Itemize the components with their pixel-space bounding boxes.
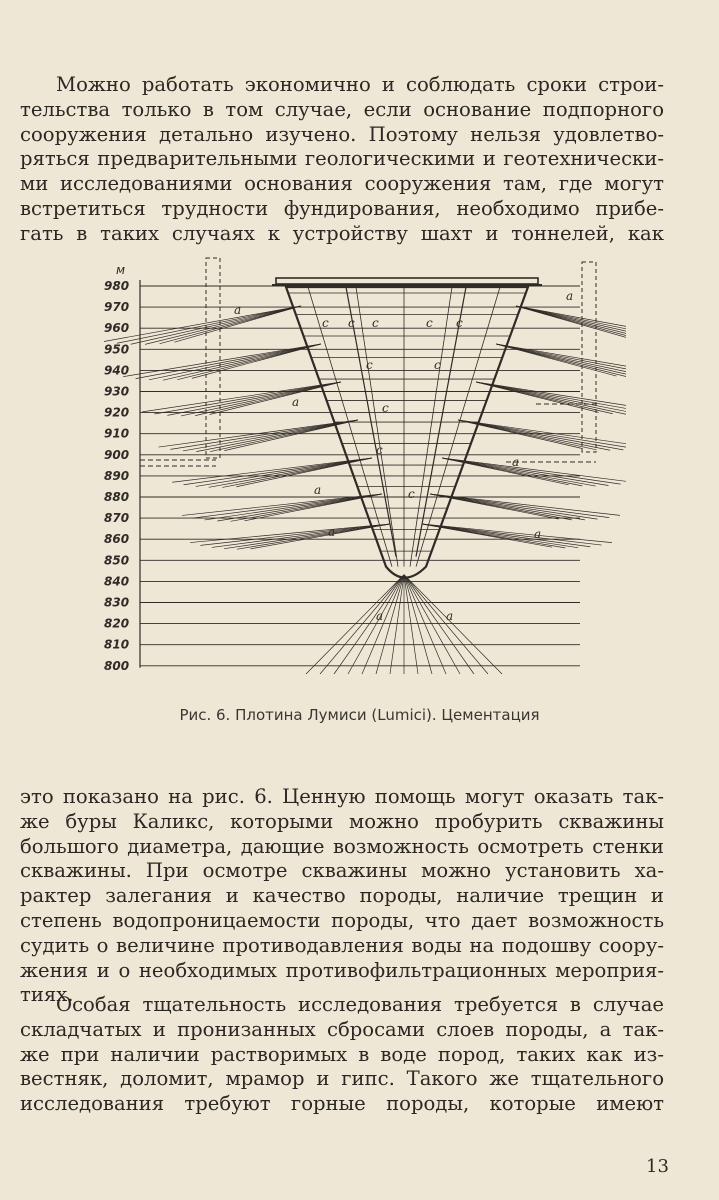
grout-hole-line <box>167 382 341 415</box>
grout-hole-line <box>476 382 626 414</box>
elevation-label: 960 <box>104 321 130 336</box>
grout-hole-line <box>196 458 372 486</box>
grout-label-a: a <box>376 609 384 623</box>
grout-hole-line <box>205 494 382 520</box>
grout-hole-line <box>516 306 626 340</box>
text-line: вестняк, доломит, мрамор и гипс. Такого же тщательного <box>20 1067 664 1091</box>
grout-label-a: a <box>234 303 242 317</box>
grout-label-a: a <box>512 455 520 469</box>
grout-hole-line <box>430 494 585 520</box>
grout-hole-line <box>170 420 358 449</box>
grout-hole-line <box>404 575 418 674</box>
grout-hole-line <box>516 306 626 342</box>
grout-hole-line <box>348 575 404 674</box>
grout-label-a: a <box>566 289 574 303</box>
text-line: встретиться трудности фундирования, необходимо прибе- <box>20 196 664 220</box>
text-line: это показано на рис. 6. Ценную помощь могут оказать так- <box>20 785 664 808</box>
grout-hole-line <box>430 494 597 519</box>
elevation-label: 930 <box>104 384 130 399</box>
elevation-label: 830 <box>104 595 130 610</box>
elevation-label: 920 <box>104 405 130 420</box>
grout-hole-line <box>404 575 502 674</box>
grout-label-a: a <box>314 483 322 497</box>
text-line: Особая тщательность исследования требуется в случае <box>56 993 664 1016</box>
elevation-label: 810 <box>104 637 130 652</box>
text-line: гать в таких случаях к устройству шахт и тоннелей, как <box>20 221 664 245</box>
grout-hole-line <box>404 575 460 674</box>
grout-hole-line <box>516 306 626 343</box>
grout-hole-line <box>212 524 390 547</box>
elevation-label: 880 <box>104 490 130 504</box>
dam-cross-section-drawing <box>96 254 626 699</box>
text-line: исследования требуют горные породы, которые имеют <box>20 1092 664 1116</box>
elevation-label: 860 <box>104 532 130 547</box>
grout-hole-line <box>376 575 404 674</box>
text-line: скважины. При осмотре скважины можно установить ха- <box>20 859 664 883</box>
text-line: тельства только в том случае, если основание подпорного <box>20 97 664 121</box>
grout-hole-line <box>160 306 301 344</box>
block-label-c: c <box>366 358 373 372</box>
grout-label-a: a <box>328 525 336 539</box>
text-line: большого диаметра, дающие возможность осмотреть стенки <box>20 834 664 858</box>
elevation-label: 870 <box>104 511 130 526</box>
grout-hole-line <box>404 575 488 674</box>
text-line: ми исследованиями основания сооружения там, где могут <box>20 172 664 196</box>
block-label-c: c <box>408 487 415 501</box>
grout-hole-line <box>154 382 341 414</box>
grout-hole-line <box>183 458 372 485</box>
elevation-label: 890 <box>104 468 130 483</box>
grout-hole-line <box>209 458 372 487</box>
elevation-unit-label: м <box>116 263 126 277</box>
grout-hole-line <box>142 382 341 412</box>
text-line: тиях. <box>20 983 74 1007</box>
block-label-c: c <box>372 316 379 330</box>
text-line: степень водопроницаемости породы, что дает возможность <box>20 908 664 932</box>
block-label-c: c <box>376 443 383 457</box>
grout-hole-line <box>422 524 590 547</box>
grout-hole-line <box>172 458 372 482</box>
text-line: же при наличии растворимых в воде пород, таких как из- <box>20 1042 664 1066</box>
text-line: Можно работать экономично и соблюдать сроки строи- <box>56 73 664 96</box>
block-label-c: c <box>426 316 433 330</box>
grout-hole-line <box>104 306 301 341</box>
dam-crest <box>276 278 538 284</box>
paragraph-3 <box>20 993 664 1117</box>
elevation-label: 950 <box>104 342 130 357</box>
left-shaft <box>206 258 220 458</box>
block-label-c: c <box>348 316 355 330</box>
elevation-label: 940 <box>104 363 130 378</box>
grout-hole-line <box>320 575 404 674</box>
grout-hole-line <box>195 382 341 416</box>
right-shaft <box>582 262 596 452</box>
grout-hole-line <box>516 306 626 342</box>
grout-hole-line <box>422 524 578 548</box>
grout-hole-line <box>181 382 341 416</box>
grout-hole-line <box>458 420 610 450</box>
text-line: жения и о необходимых противофильтрационных мероприя- <box>20 958 664 982</box>
grout-hole-line <box>458 420 626 449</box>
grout-hole-line <box>404 575 474 674</box>
grout-label-a: a <box>292 395 300 409</box>
grout-hole-line <box>334 575 404 674</box>
text-line: рактер залегания и качество породы, наличие трещин и <box>20 884 664 908</box>
grout-hole-line <box>237 524 390 549</box>
grout-label-a: a <box>534 527 542 541</box>
elevation-label: 900 <box>104 447 130 462</box>
grout-hole-line <box>145 306 301 344</box>
text-line: складчатых и пронизанных сбросами слоев породы, а так- <box>20 1017 664 1041</box>
dam-figure <box>96 254 626 699</box>
grout-hole-line <box>516 306 626 343</box>
block-label-c: c <box>382 401 389 415</box>
elevation-label: 910 <box>104 426 130 441</box>
elevation-label: 800 <box>104 658 130 673</box>
elevation-label: 850 <box>104 553 130 568</box>
grout-hole-line <box>131 306 301 344</box>
elevation-label: 820 <box>104 616 130 631</box>
elevation-label: 840 <box>104 574 130 589</box>
grout-hole-line <box>200 524 390 545</box>
grout-hole-line <box>190 524 390 543</box>
grout-hole-line <box>430 494 609 518</box>
paragraph-2 <box>20 785 664 1008</box>
text-line: сооружения детально изучено. Поэтому нельзя удовлетво- <box>20 122 664 146</box>
page-number: 13 <box>646 1156 669 1177</box>
grout-hole-line <box>117 306 301 343</box>
grout-hole-line <box>306 575 404 674</box>
grout-hole-line <box>458 420 623 450</box>
figure-caption: Рис. 6. Плотина Лумиси (Lumici). Цементация <box>179 706 540 724</box>
grout-hole-line <box>390 575 404 674</box>
grout-hole-line <box>222 458 372 487</box>
grout-hole-line <box>210 420 358 452</box>
grout-hole-line <box>404 575 446 674</box>
grout-hole-line <box>404 575 432 674</box>
block-label-c: c <box>434 358 441 372</box>
grout-hole-line <box>196 420 358 452</box>
grout-hole-line <box>516 306 626 341</box>
grout-hole-line <box>422 524 602 545</box>
elevation-label: 970 <box>104 300 130 315</box>
block-label-c: c <box>456 316 463 330</box>
grout-hole-line <box>224 524 390 549</box>
grout-label-a: a <box>446 609 454 623</box>
text-line: ряться предварительными геологическими и геотехнически- <box>20 147 664 171</box>
text-line: судить о величине противодавления воды на подошву соору- <box>20 933 664 957</box>
grout-hole-line <box>217 494 382 521</box>
grout-hole-line <box>183 420 358 451</box>
paragraph-1 <box>20 73 664 247</box>
text-line: же буры Каликс, которыми можно пробурить скважины <box>20 809 664 833</box>
grout-hole-line <box>193 494 382 518</box>
grout-hole-line <box>362 575 404 674</box>
block-label-c: c <box>322 316 329 330</box>
elevation-label: 980 <box>104 279 130 293</box>
